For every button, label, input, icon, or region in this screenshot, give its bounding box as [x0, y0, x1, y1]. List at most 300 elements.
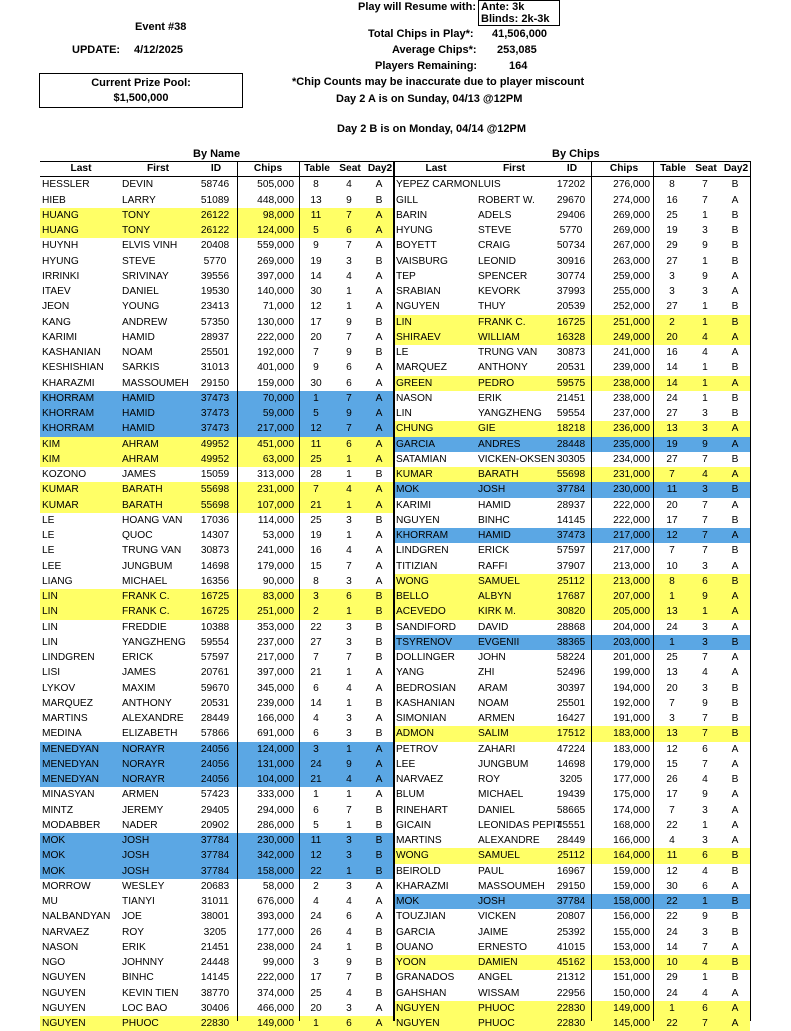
chip-count: 505,000 [257, 179, 294, 191]
by-name-row [40, 940, 394, 955]
player-id: 19439 [556, 789, 586, 801]
by-chips-row [394, 879, 750, 894]
seat-number: 7 [346, 652, 352, 663]
last-name: LIN [40, 589, 120, 604]
seat-number: 1 [346, 941, 352, 953]
player-id: 59554 [200, 636, 230, 648]
by-name-row [40, 330, 394, 345]
day2-flight: A [731, 347, 739, 358]
seat-number: 4 [346, 270, 352, 282]
chip-count: 90,000 [262, 575, 294, 587]
seat-number: 1 [346, 667, 352, 679]
day2-flight: A [731, 270, 739, 282]
by-chips-row [394, 894, 750, 909]
chip-count: 199,000 [613, 667, 650, 679]
by-name-row [40, 696, 394, 711]
by-name-row [40, 772, 394, 787]
by-name-row [40, 757, 394, 772]
table-number: 27 [666, 408, 678, 419]
player-id: 22830 [550, 1016, 592, 1031]
by-name-title: By Name [193, 148, 241, 160]
last-name: RINEHART [396, 804, 448, 816]
day2-flight: A [720, 437, 750, 452]
chip-count: 269,000 [613, 225, 650, 236]
chip-count: 401,000 [257, 362, 294, 374]
day2-flight: A [364, 223, 394, 238]
table-number: 7 [654, 467, 690, 482]
chip-count: 241,000 [257, 545, 294, 557]
table-number: 21 [298, 772, 334, 787]
player-id: 16427 [556, 713, 586, 724]
by-chips-row [394, 421, 750, 436]
table-number: 7 [298, 482, 334, 497]
chip-count: 345,000 [257, 682, 294, 694]
first-name: DAVID [478, 621, 509, 633]
table-number: 9 [313, 240, 319, 252]
day2-flight: B [375, 621, 383, 633]
by-chips-row [394, 498, 750, 513]
seat-number: 1 [334, 864, 364, 879]
chip-count: 149,000 [592, 1001, 654, 1016]
by-chips-row [394, 559, 750, 574]
player-id: 45162 [550, 955, 592, 970]
seat-number: 9 [702, 789, 708, 801]
chip-count: 222,000 [257, 331, 294, 343]
prize-pool-label: Current Prize Pool: [91, 77, 191, 89]
chip-count-note: *Chip Counts may be inaccurate due to player miscount [292, 76, 585, 88]
by-chips-row [394, 604, 750, 619]
seat-number: 1 [690, 315, 720, 330]
day2-flight: B [375, 926, 383, 938]
seat-number: 4 [346, 545, 352, 557]
last-name: HUANG [40, 208, 120, 223]
table-number: 11 [654, 848, 690, 863]
last-name: MARTINS [396, 835, 442, 846]
table-number: 22 [654, 1016, 690, 1031]
chip-count: 230,000 [592, 482, 654, 497]
player-id: 21451 [556, 392, 586, 404]
by-chips-title: By Chips [552, 148, 600, 160]
by-name-row [40, 742, 394, 757]
player-id: 28937 [556, 499, 586, 511]
last-name: KIM [40, 437, 120, 452]
player-id: 31013 [200, 362, 230, 374]
first-name: ANGEL [478, 972, 513, 984]
player-id: 51089 [200, 194, 230, 206]
player-id: 25392 [556, 926, 586, 938]
day2-flight: A [720, 604, 750, 619]
seat-number: 1 [702, 362, 708, 374]
player-id: 20683 [200, 880, 230, 892]
day2-flight: A [375, 1002, 383, 1014]
chip-count: 249,000 [592, 330, 654, 345]
table-number: 10 [666, 560, 678, 572]
seat-number: 1 [346, 301, 352, 313]
first-name: THUY [478, 301, 506, 313]
table-number: 13 [654, 726, 690, 741]
last-name: GICAIN [396, 819, 432, 831]
last-name: GREEN [394, 376, 476, 391]
last-name: SRABIAN [396, 286, 441, 297]
player-id: 16725 [550, 315, 592, 330]
by-name-row [40, 177, 394, 193]
table-number: 12 [298, 848, 334, 863]
chip-count: 59,000 [236, 406, 298, 421]
day2-flight: A [731, 819, 739, 831]
day2b-note: Day 2 B is on Monday, 04/14 @12PM [337, 123, 527, 135]
last-name: LIANG [42, 575, 73, 587]
table-number: 1 [313, 789, 319, 801]
seat-number: 1 [346, 286, 352, 297]
by-name-row [40, 528, 394, 543]
seat-number: 3 [702, 225, 708, 236]
seat-number: 7 [334, 208, 364, 223]
day2-flight: A [731, 743, 739, 755]
by-name-row [40, 604, 394, 619]
player-id: 14698 [556, 758, 586, 770]
player-id: 16967 [556, 865, 586, 877]
chip-count: 104,000 [236, 772, 298, 787]
table-number: 22 [654, 894, 690, 909]
left-chips-rule [299, 161, 300, 1021]
seat-number: 6 [690, 848, 720, 863]
avg-chips-label: Average Chips*: [392, 44, 477, 56]
by-name-row [40, 986, 394, 1001]
player-id: 16725 [194, 604, 236, 619]
day2-flight: B [375, 957, 383, 968]
col-last: Last [40, 161, 120, 177]
table-number: 12 [298, 421, 334, 436]
seat-number: 7 [346, 804, 352, 816]
player-id: 24448 [200, 957, 230, 968]
last-name: MOK [394, 482, 476, 497]
by-name-header-row [40, 161, 394, 177]
total-chips-value: 41,506,000 [492, 28, 548, 40]
player-id: 22830 [550, 1001, 592, 1016]
last-name: MENEDYAN [40, 757, 120, 772]
by-name-row [40, 635, 394, 650]
table-number: 24 [666, 621, 678, 633]
first-name: VICKEN-OKSEN [478, 453, 555, 465]
table-number: 20 [310, 331, 322, 343]
last-name: LE [42, 530, 55, 541]
chip-count: 222,000 [613, 514, 650, 526]
first-name: JOE [122, 911, 142, 923]
last-name: WONG [394, 848, 476, 863]
day2-flight: B [375, 728, 383, 740]
day2-flight: B [731, 545, 739, 557]
by-name-row [40, 269, 394, 284]
table-number: 27 [666, 453, 678, 465]
first-name: LUIS [478, 179, 501, 191]
table-number: 3 [669, 270, 675, 282]
first-name: DANIEL [122, 286, 159, 297]
seat-number: 7 [702, 652, 708, 663]
first-name: PHUOC [476, 1016, 550, 1031]
chip-count: 159,000 [613, 880, 650, 892]
first-name: JAMES [122, 469, 156, 480]
player-id: 58746 [200, 179, 230, 191]
chip-count: 251,000 [236, 604, 298, 619]
first-name: NORAYR [120, 742, 194, 757]
table-number: 1 [298, 1016, 334, 1031]
day2-flight: B [375, 987, 383, 999]
seat-number: 6 [690, 1001, 720, 1016]
update-label: UPDATE: [72, 44, 121, 56]
seat-number: 9 [334, 757, 364, 772]
first-name: ANDRES [476, 437, 550, 452]
first-name: MICHAEL [122, 575, 168, 587]
first-name: DEVIN [122, 179, 154, 191]
player-id: 28449 [556, 835, 586, 846]
day2-flight: B [731, 362, 739, 374]
seat-number: 9 [346, 347, 352, 358]
chip-count: 150,000 [613, 987, 650, 999]
seat-number: 1 [690, 894, 720, 909]
player-id: 15059 [200, 469, 230, 480]
day2-flight: B [731, 179, 739, 191]
last-name: NGUYEN [394, 1016, 476, 1031]
chip-count: 58,000 [262, 880, 294, 892]
chip-count: 559,000 [257, 240, 294, 252]
chip-count: 194,000 [613, 682, 650, 694]
player-id: 38001 [200, 911, 230, 923]
first-name: DANIEL [478, 804, 515, 816]
last-name: MODABBER [42, 819, 101, 831]
day2-flight: B [364, 589, 394, 604]
chip-count: 239,000 [613, 362, 650, 374]
by-name-row [40, 482, 394, 497]
seat-number: 7 [702, 545, 708, 557]
table-number: 2 [654, 315, 690, 330]
last-name: GARCIA [394, 437, 476, 452]
chip-count: 294,000 [257, 804, 294, 816]
chip-count: 183,000 [613, 743, 650, 755]
last-name: MARQUEZ [396, 362, 447, 374]
table-number: 13 [310, 194, 322, 206]
player-id: 14698 [200, 560, 230, 572]
player-id: 25501 [200, 347, 230, 358]
day2-flight: A [731, 560, 739, 572]
player-id: 29405 [200, 804, 230, 816]
col-last: Last [394, 161, 476, 177]
first-name: ZHI [478, 667, 495, 679]
chip-count: 230,000 [236, 833, 298, 848]
last-name: LIN [396, 408, 412, 419]
first-name: LARRY [122, 194, 156, 206]
seat-number: 7 [346, 972, 352, 984]
table-number: 14 [654, 376, 690, 391]
last-name: GARCIA [396, 926, 436, 938]
first-name: ADELS [478, 209, 512, 221]
by-chips-row [394, 940, 750, 955]
player-id: 58224 [556, 652, 586, 663]
table-number: 2 [313, 880, 319, 892]
first-name: QUOC [122, 530, 153, 541]
table-number: 7 [313, 652, 319, 663]
last-name: SATAMIAN [396, 453, 447, 465]
by-name-row [40, 559, 394, 574]
seat-number: 3 [702, 286, 708, 297]
right-edge-rule [750, 161, 751, 1021]
table-number: 24 [310, 941, 322, 953]
player-id: 20761 [200, 667, 230, 679]
seat-number: 1 [346, 469, 352, 480]
seat-number: 1 [702, 392, 708, 404]
chip-count: 124,000 [236, 742, 298, 757]
by-chips-row [394, 543, 750, 558]
last-name: ACEVEDO [394, 604, 476, 619]
update-date: 4/12/2025 [134, 44, 183, 56]
by-chips-row [394, 223, 750, 238]
by-chips-row [394, 299, 750, 314]
by-chips-row [394, 574, 750, 589]
seat-number: 1 [690, 376, 720, 391]
player-id: 16328 [550, 330, 592, 345]
by-name-row [40, 1016, 394, 1031]
seat-number: 7 [346, 331, 352, 343]
table-number: 17 [310, 972, 322, 984]
first-name: VICKEN [478, 911, 516, 923]
player-id: 45551 [556, 819, 586, 831]
last-name: LINDGREN [42, 652, 95, 663]
chip-count: 166,000 [613, 835, 650, 846]
first-name: LEONIDAS PEPIT [478, 819, 562, 831]
chip-count: 238,000 [613, 392, 650, 404]
player-id: 37907 [556, 560, 586, 572]
by-name-row [40, 894, 394, 909]
by-chips-row [394, 330, 750, 345]
last-name: YANG [396, 667, 425, 679]
first-name: KEVIN TIEN [122, 987, 179, 999]
player-id: 38770 [200, 987, 230, 999]
seat-number: 7 [702, 514, 708, 526]
day2-flight: B [720, 635, 750, 650]
first-name: ROY [122, 926, 145, 938]
day2-flight: B [375, 697, 383, 709]
table-number: 6 [313, 728, 319, 740]
by-name-row [40, 452, 394, 467]
seat-number: 6 [690, 574, 720, 589]
day2-flight: B [720, 955, 750, 970]
first-name: FRANK C. [120, 589, 194, 604]
col-first: First [476, 161, 550, 177]
chip-count: 155,000 [613, 926, 650, 938]
first-name: JUNGBUM [478, 758, 529, 770]
table-number: 4 [313, 713, 319, 724]
day2-flight: A [731, 286, 739, 297]
table-number: 21 [298, 498, 334, 513]
last-name: MOK [394, 894, 476, 909]
player-id: 5770 [203, 255, 227, 267]
table-number: 30 [310, 286, 322, 297]
day2-flight: A [364, 1016, 394, 1031]
table-number: 19 [666, 225, 678, 236]
seat-number: 4 [702, 347, 708, 358]
first-name: YANGZHENG [478, 408, 542, 419]
seat-number: 9 [334, 406, 364, 421]
day2-flight: B [364, 864, 394, 879]
day2-flight: A [375, 530, 383, 541]
chip-count: 192,000 [257, 347, 294, 358]
table-number: 19 [654, 437, 690, 452]
by-name-row [40, 437, 394, 452]
player-id: 24056 [194, 772, 236, 787]
player-id: 20408 [200, 240, 230, 252]
day2-flight: A [375, 301, 383, 313]
day2-flight: A [364, 208, 394, 223]
day2-flight: B [375, 514, 383, 526]
last-name: HESSLER [42, 179, 90, 191]
by-chips-row [394, 193, 750, 208]
table-number: 16 [310, 545, 322, 557]
by-name-row [40, 467, 394, 482]
day2-flight: A [731, 835, 739, 846]
last-name: NARVAEZ [396, 774, 444, 785]
day2-flight: A [364, 452, 394, 467]
table-number: 7 [669, 804, 675, 816]
first-name: HAMID [478, 499, 511, 511]
first-name: SALIM [476, 726, 550, 741]
left-id-rule [237, 161, 238, 1021]
player-id: 30873 [200, 545, 230, 557]
by-name-row [40, 254, 394, 269]
by-name-row [40, 925, 394, 940]
chip-count: 393,000 [257, 911, 294, 923]
table-number: 24 [666, 926, 678, 938]
first-name: STEVE [478, 225, 512, 236]
first-name: ROY [478, 774, 501, 785]
last-name: TOUZJIAN [396, 911, 446, 923]
seat-number: 3 [702, 835, 708, 846]
day2-flight: A [731, 941, 739, 953]
table-number: 27 [310, 636, 322, 648]
by-chips-row [394, 208, 750, 223]
event-number: Event #38 [135, 21, 187, 33]
chip-count: 107,000 [236, 498, 298, 513]
day2a-note: Day 2 A is on Sunday, 04/13 @12PM [336, 93, 523, 105]
chip-count: 269,000 [613, 209, 650, 221]
seat-number: 7 [690, 528, 720, 543]
first-name: FRANK C. [476, 315, 550, 330]
player-id: 39556 [200, 270, 230, 282]
player-id: 37784 [194, 848, 236, 863]
total-chips-label: Total Chips in Play*: [368, 28, 474, 40]
first-name: ALEXANDRE [478, 835, 540, 846]
day2-flight: A [720, 330, 750, 345]
chip-count: 691,000 [257, 728, 294, 740]
seat-number: 1 [346, 819, 352, 831]
day2-flight: B [731, 911, 739, 923]
col-seat: Seat [334, 161, 364, 177]
chip-count: 276,000 [613, 179, 650, 191]
day2-flight: A [364, 421, 394, 436]
last-name: KESHISHIAN [42, 362, 104, 374]
seat-number: 6 [334, 437, 364, 452]
table-number: 1 [654, 1001, 690, 1016]
chip-count: 130,000 [257, 316, 294, 328]
table-number: 11 [298, 208, 334, 223]
player-id: 55698 [550, 467, 592, 482]
by-chips-row [394, 833, 750, 848]
table-number: 17 [666, 789, 678, 801]
last-name: TSYRENOV [394, 635, 476, 650]
player-id: 28868 [556, 621, 586, 633]
by-chips-row [394, 757, 750, 772]
day2-flight: A [364, 498, 394, 513]
last-name: BOYETT [396, 240, 437, 252]
player-id: 30406 [200, 1002, 230, 1014]
